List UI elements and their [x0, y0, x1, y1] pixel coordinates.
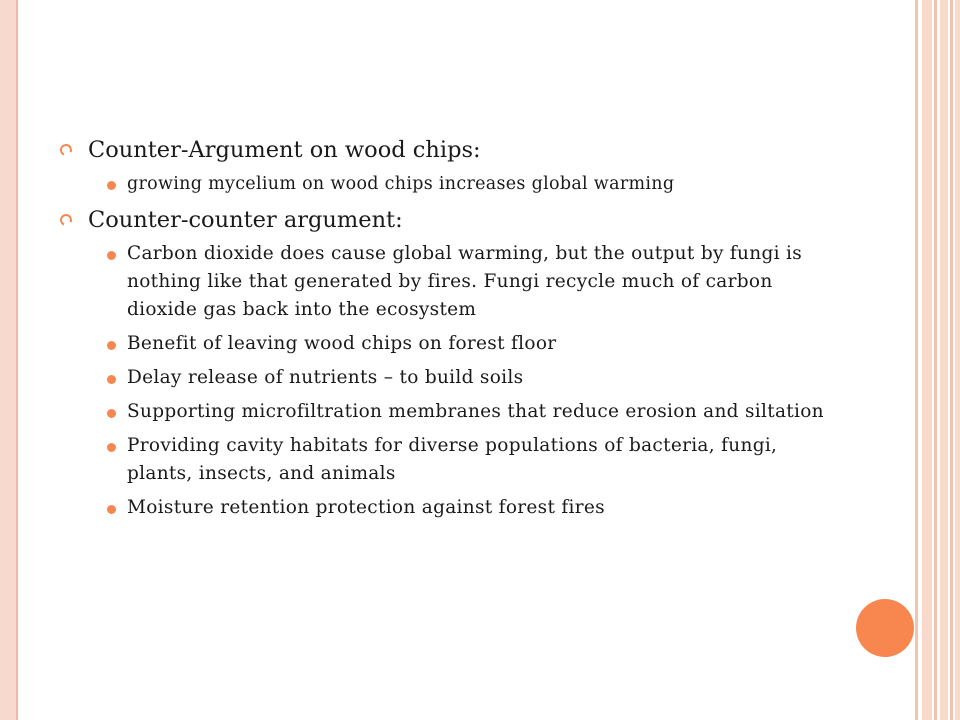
- list-item: [60, 432, 835, 488]
- dot-bullet-icon: [107, 409, 116, 418]
- slide-content: [60, 134, 835, 528]
- list-item: [60, 398, 835, 426]
- list-item-text: growing mycelium on wood chips increases global warming: [127, 174, 675, 194]
- list-item-text: Benefit of leaving wood chips on forest floor: [127, 333, 557, 354]
- list-item-text: Supporting microfiltration membranes that reduce erosion and siltation: [127, 401, 824, 422]
- list-item: [60, 364, 835, 392]
- ring-bullet-icon: [58, 142, 73, 157]
- list-item: [60, 240, 835, 324]
- accent-circle: [856, 599, 914, 657]
- dot-bullet-icon: [107, 375, 116, 384]
- right-stripes-decoration: [915, 0, 960, 720]
- section-heading-text: Counter-counter argument:: [88, 207, 403, 233]
- dot-bullet-icon: [107, 181, 116, 190]
- list-item-text: Delay release of nutrients – to build soils: [127, 367, 524, 388]
- list-item: [60, 494, 835, 522]
- stripe: [922, 0, 932, 720]
- stripe: [950, 0, 953, 720]
- list-item-text: Moisture retention protection against forest fires: [127, 497, 605, 518]
- dot-bullet-icon: [107, 505, 116, 514]
- list-item-text: Carbon dioxide does cause global warming, but the output by fungi is nothing like that generated by fires. Fungi recycle much of carbon dioxide gas back into the ecosystem: [127, 243, 803, 320]
- section-heading-text: Counter-Argument on wood chips:: [88, 137, 481, 163]
- stripe: [940, 0, 948, 720]
- section-heading: [60, 134, 835, 166]
- stripe: [915, 0, 918, 720]
- stripe: [934, 0, 937, 720]
- ring-bullet-icon: [58, 212, 73, 227]
- dot-bullet-icon: [107, 251, 116, 260]
- left-border-bar: [0, 0, 18, 720]
- stripe: [955, 0, 960, 720]
- bullet-list: [60, 240, 835, 522]
- dot-bullet-icon: [107, 341, 116, 350]
- list-item: [60, 330, 835, 358]
- list-item: [60, 170, 835, 198]
- bullet-list: [60, 170, 835, 198]
- list-item-text: Providing cavity habitats for diverse populations of bacteria, fungi, plants, insects, and animals: [127, 435, 778, 484]
- dot-bullet-icon: [107, 443, 116, 452]
- section-heading: [60, 204, 835, 236]
